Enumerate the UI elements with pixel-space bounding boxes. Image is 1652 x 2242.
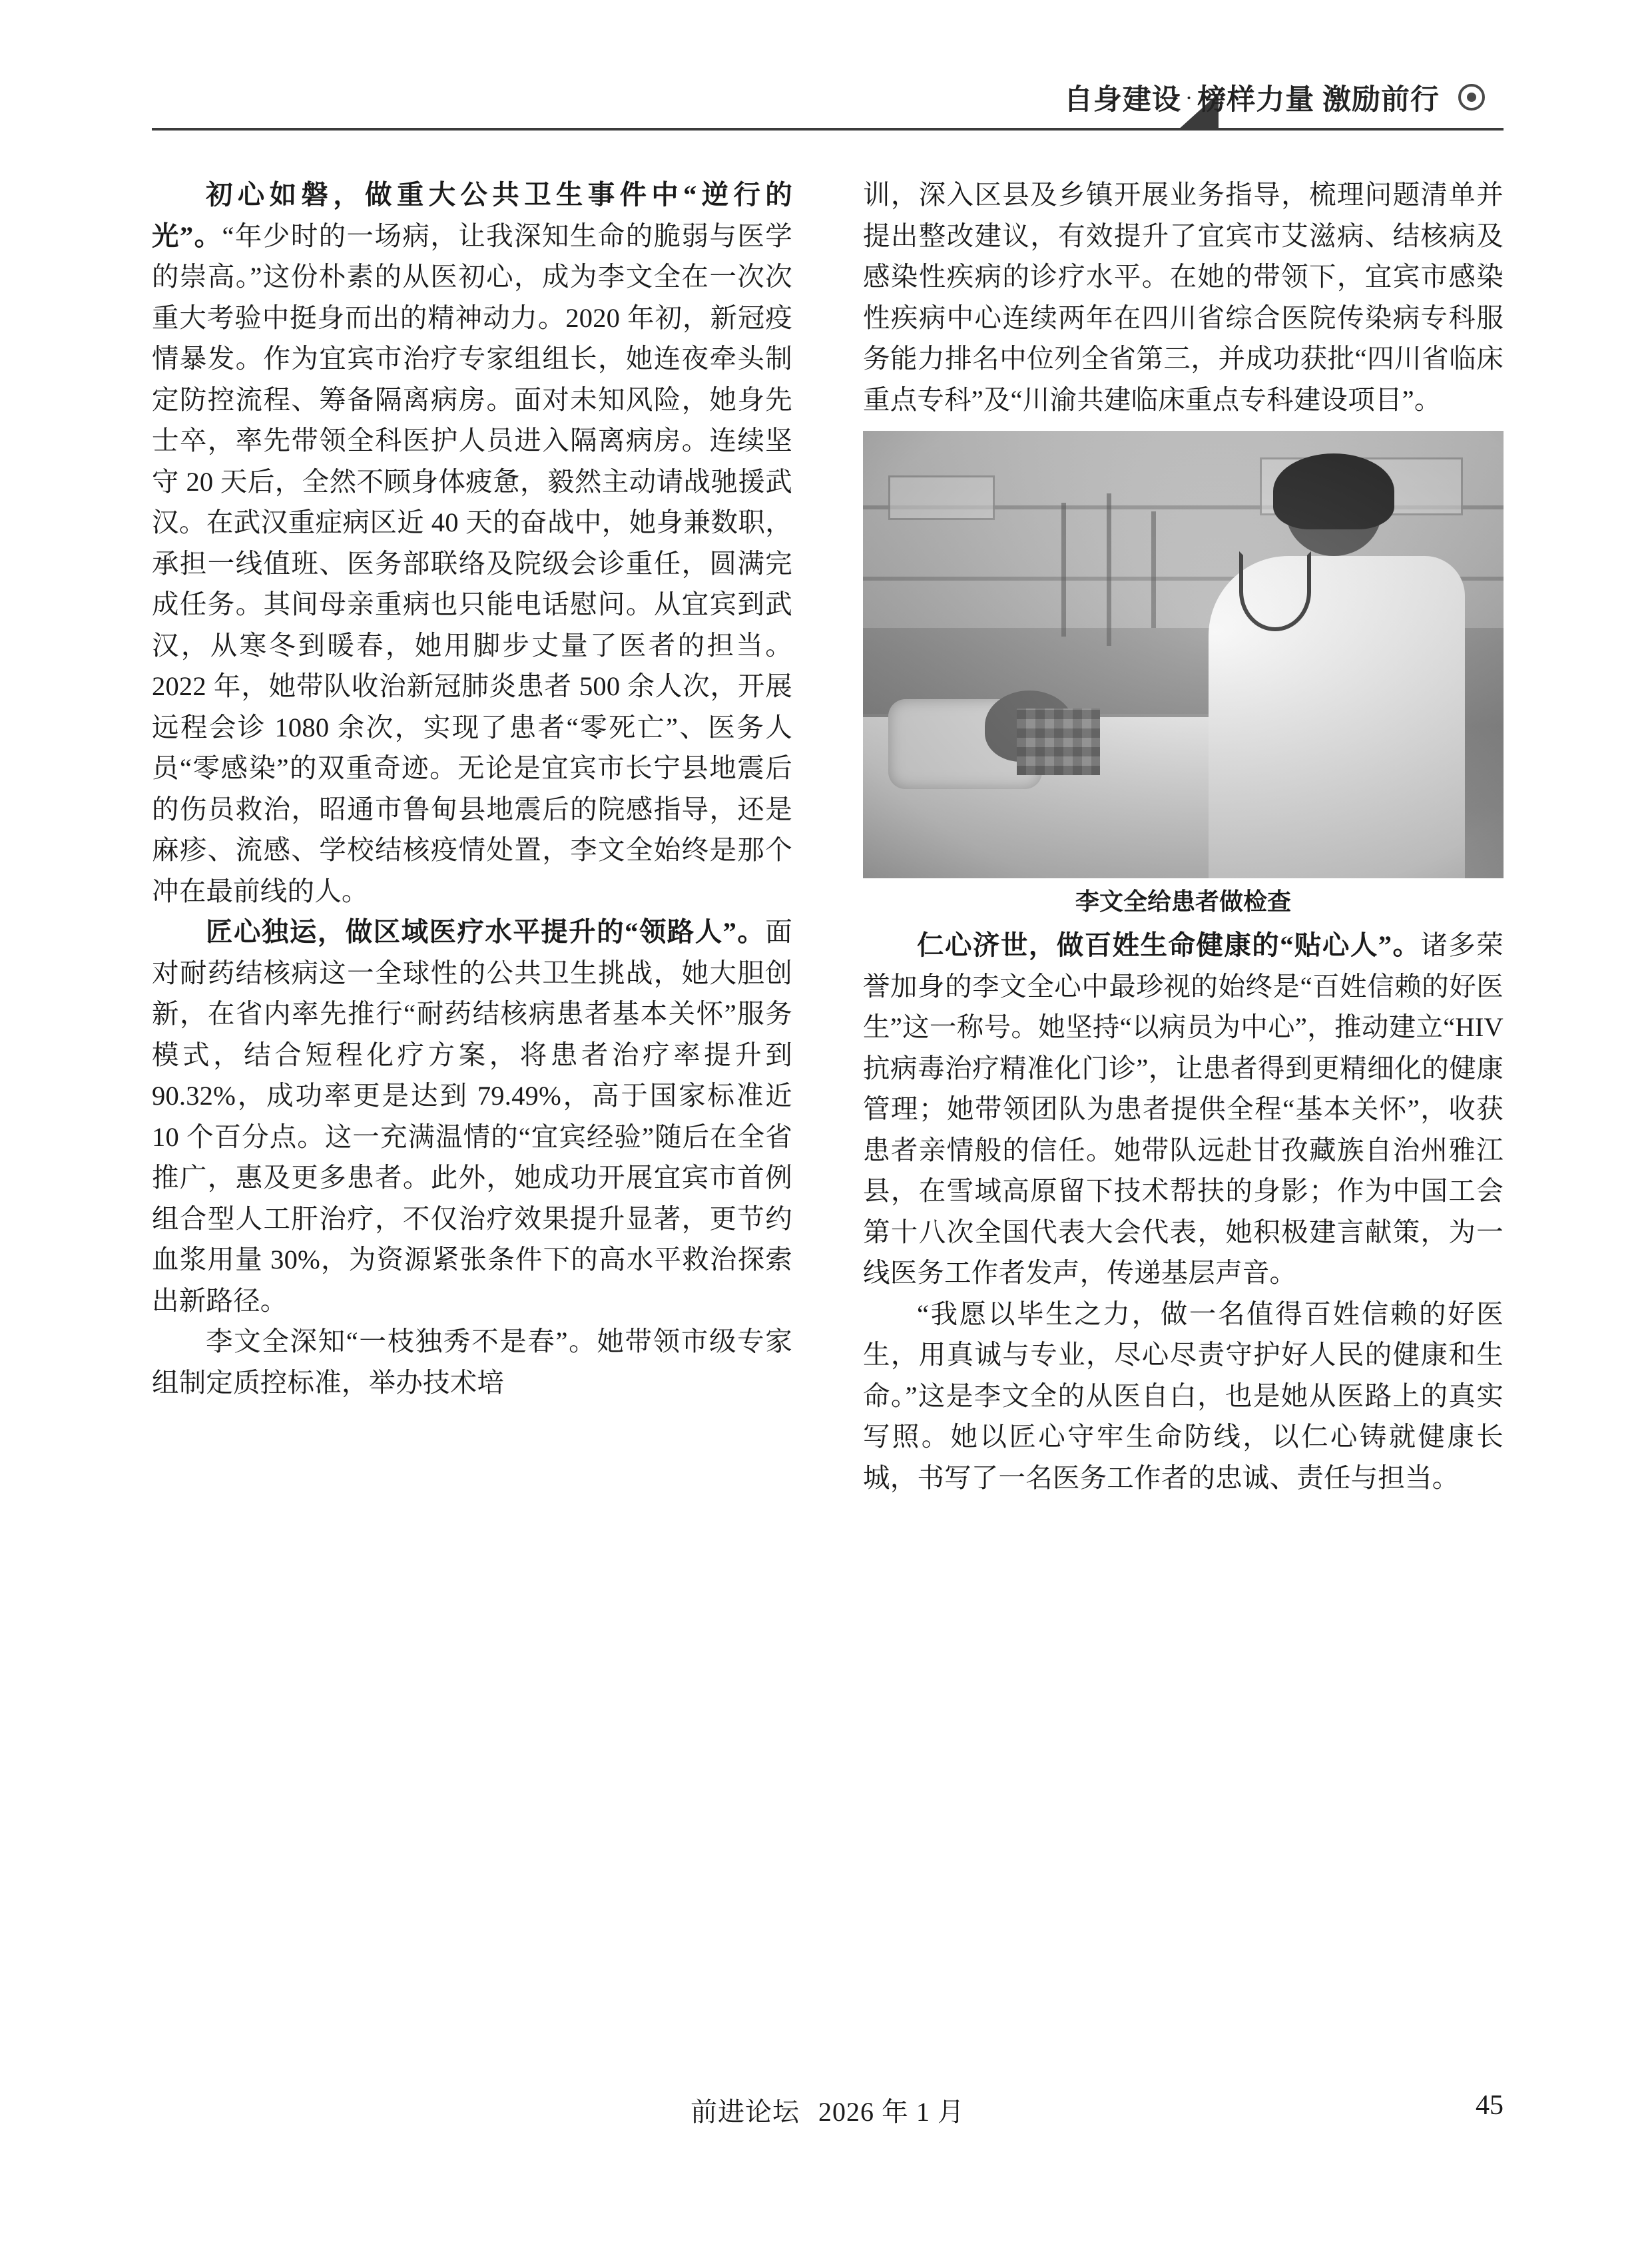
paragraph-text: 李文全深知“一枝独秀不是春”。她带领市级专家组制定质控标准，举办技术培 bbox=[152, 1326, 792, 1398]
left-column bbox=[152, 174, 792, 2059]
paragraph-text: “年少时的一场病，让我深知生命的脆弱与医学的崇高。”这份朴素的从医初心，成为李文全在一次次重大考验中挺身而出的精神动力。2020 年初，新冠疫情暴发。作为宜宾市治疗专家组组长，她连夜牵头制定防控流程、筹备隔离病房。面对未知风险，她身先士卒，率先带领全科医护人员进入隔离病房。连续坚守 20 天后，全然不顾身体疲惫，毅然主动请战驰援武汉。在武汉重症病区近 40 天的奋战中，她身兼数职，承担一线值班、医务部联络及院级会诊重任，圆满完成任务。其间母亲重病也只能电话慰问。从宜宾到武汉，从寒冬到暖春，她用脚步丈量了医者的担当。2022 年，她带队收治新冠肺炎患者 500 余人次，开展远程会诊 1080 余次，实现了患者“零死亡”、医务人员“零感染”的双重奇迹。无论是宜宾市长宁县地震后的伤员救治，昭通市鲁甸县地震后的院感指导，还是麻疹、流感、学校结核疫情处置，李文全始终是那个冲在最前线的人。 bbox=[152, 220, 792, 906]
paragraph bbox=[152, 1321, 792, 1403]
footer-center bbox=[152, 2091, 1504, 2129]
header-rule-right bbox=[1217, 128, 1504, 131]
paragraph bbox=[863, 1294, 1504, 1499]
paragraph-text: 诸多荣誉加身的李文全心中最珍视的始终是“百姓信赖的好医生”这一称号。她坚持“以病员为中心”，推动建立“HIV 抗病毒治疗精准化门诊”，让患者得到更精细化的健康管理；她带领团队为患者提供全程“基本关怀”，收获患者亲情般的信任。她带队远赴甘孜藏族自治州雅江县，在雪域高原留下技术帮扶的身影；作为中国工会第十八次全国代表大会代表，她积极建言献策，为一线医务工作者发声，传递基层声音。 bbox=[863, 930, 1504, 1288]
paragraph-text: “我愿以毕生之力，做一名值得百姓信赖的好医生，用真诚与专业，尽心尽责守护好人民的健康和生命。”这是李文全的从医自白，也是她从医路上的真实写照。她以匠心守牢生命防线，以仁心铸就健康长城，书写了一名医务工作者的忠诚、责任与担当。 bbox=[863, 1298, 1504, 1493]
paragraph-continued bbox=[863, 174, 1504, 420]
article-figure bbox=[863, 431, 1504, 925]
page-number: 45 bbox=[1476, 2090, 1504, 2121]
paragraph-lead: 仁心济世，做百姓生命健康的“贴心人”。 bbox=[917, 930, 1421, 960]
paragraph-lead: 匠心独运，做区域医疗水平提升的“领路人”。 bbox=[206, 917, 766, 947]
footer-publication: 前进论坛 bbox=[690, 2097, 800, 2127]
figure-image bbox=[863, 431, 1504, 878]
header-section: 自身建设 bbox=[1063, 85, 1181, 116]
article-body bbox=[152, 174, 1504, 2059]
paragraph-text: 训，深入区县及乡镇开展业务指导，梳理问题清单并提出整改建议，有效提升了宜宾市艾滋病、结核病及感染性疾病的诊疗水平。在她的带领下，宜宾市感染性疾病中心连续两年在四川省综合医院传染病专科服务能力排名中位列全省第三，并成功获批“四川省临床重点专科”及“川渝共建临床重点专科建设项目”。 bbox=[863, 180, 1504, 415]
paragraph-text: 面对耐药结核病这一全球性的公共卫生挑战，她大胆创新，在省内率先推行“耐药结核病患者基本关怀”服务模式，结合短程化疗方案，将患者治疗率提升到 90.32%，成功率更是达到 79.49%，高于国家标准近 10 个百分点。这一充满温情的“宜宾经验”随后在全省推广，惠及更多患者。此外，她成功开展宜宾市首例组合型人工肝治疗，不仅治疗效果提升显著，更节约血浆用量 30%，为资源紧张条件下的高水平救治探索出新路径。 bbox=[152, 917, 792, 1316]
footer-issue: 2026 年 1 月 bbox=[818, 2097, 965, 2127]
circle-dot-icon bbox=[1458, 84, 1485, 111]
header-title bbox=[1064, 77, 1440, 118]
page-header bbox=[152, 67, 1504, 140]
paragraph bbox=[152, 912, 792, 1321]
page-footer bbox=[152, 2091, 1504, 2137]
header-rule-left bbox=[152, 128, 1181, 131]
paragraph bbox=[863, 925, 1504, 1294]
paragraph-lead: 初心如磐，做重大公共卫生事件中“逆行的光”。 bbox=[152, 180, 792, 251]
header-separator: · bbox=[1185, 86, 1194, 111]
right-column bbox=[863, 174, 1504, 2059]
figure-caption: 李文全给患者做检查 bbox=[1075, 888, 1291, 915]
paragraph bbox=[152, 174, 792, 912]
header-subtitle: 榜样力量 激励前行 bbox=[1197, 85, 1440, 116]
